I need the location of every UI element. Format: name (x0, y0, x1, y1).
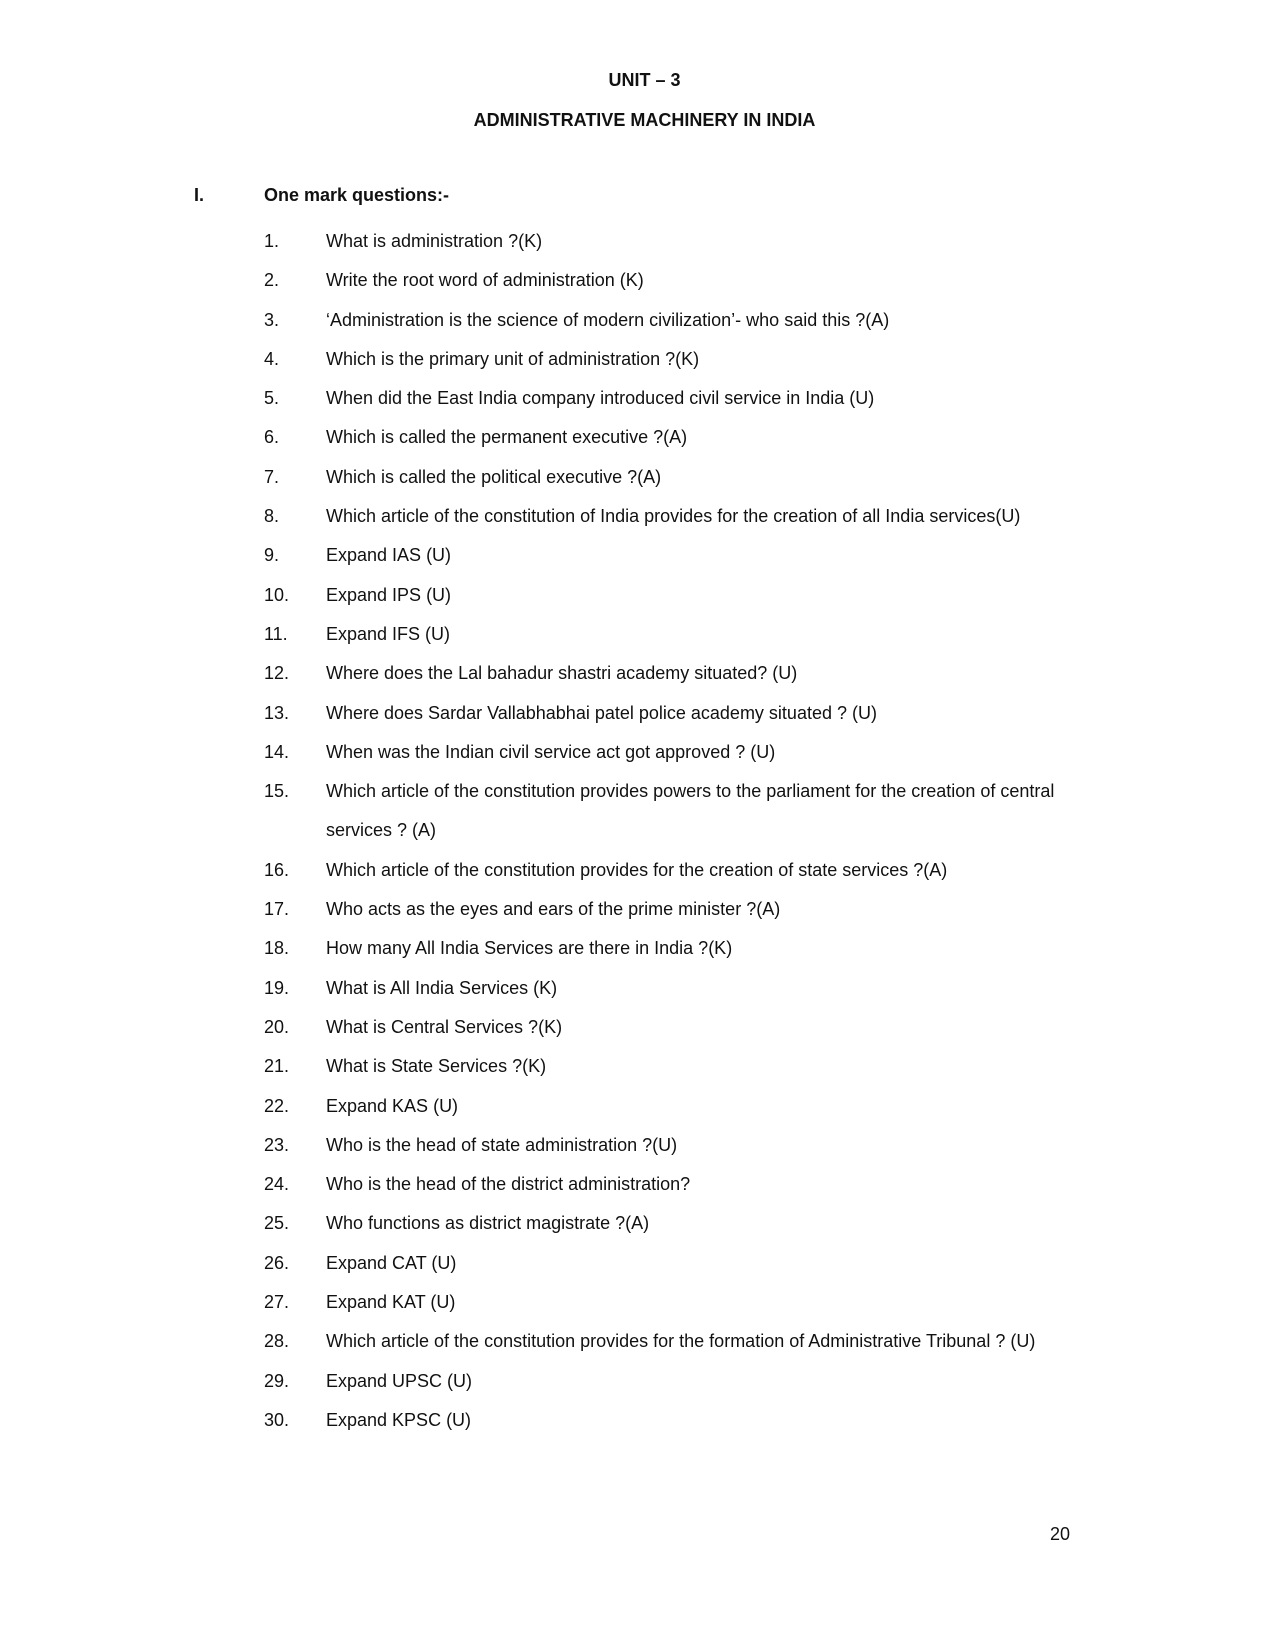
question-number: 4. (264, 348, 280, 369)
question-item (264, 1362, 1074, 1401)
question-number: 3. (264, 309, 280, 330)
question-text: What is State Services ?(K) (326, 1056, 547, 1077)
question-item (264, 929, 1074, 968)
question-item (264, 261, 1074, 300)
unit-title: UNIT – 3 (608, 70, 681, 90)
question-number: 6. (264, 427, 280, 448)
question-text: Which article of the constitution provides powers to the parliament for the creation of central services ? (A) (326, 781, 1055, 841)
question-text: Expand KPSC (U) (326, 1409, 472, 1430)
question-text: Which article of the constitution provides for the creation of state services ?(A) (326, 859, 948, 880)
question-text: Expand KAT (U) (326, 1292, 456, 1313)
question-number: 21. (264, 1056, 290, 1077)
question-text: Expand IPS (U) (326, 584, 452, 605)
question-number: 24. (264, 1174, 290, 1195)
question-number: 2. (264, 270, 280, 291)
question-item (264, 418, 1074, 457)
question-item (264, 379, 1074, 418)
question-item (264, 1401, 1074, 1440)
question-list (264, 222, 1074, 1440)
question-item (264, 1165, 1074, 1204)
question-item (264, 1322, 1074, 1361)
question-text: Expand KAS (U) (326, 1095, 459, 1116)
question-text: What is All India Services (K) (326, 977, 558, 998)
question-number: 7. (264, 466, 280, 487)
question-number: 13. (264, 702, 290, 723)
question-text: Expand IAS (U) (326, 545, 452, 566)
question-number: 23. (264, 1134, 290, 1155)
question-text: Who functions as district magistrate ?(A) (326, 1213, 650, 1234)
question-number: 20. (264, 1016, 290, 1037)
question-item (264, 654, 1074, 693)
question-number: 29. (264, 1370, 290, 1391)
question-item (264, 340, 1074, 379)
question-item (264, 1008, 1074, 1047)
question-item (264, 497, 1074, 536)
question-text: Who is the head of state administration ?(U) (326, 1134, 678, 1155)
question-number: 1. (264, 231, 280, 251)
question-text: Who is the head of the district administration? (326, 1174, 691, 1195)
question-item (264, 1087, 1074, 1126)
question-number: 14. (264, 741, 290, 762)
question-text: What is Central Services ?(K) (326, 1016, 563, 1037)
question-number: 22. (264, 1095, 290, 1116)
question-item (264, 1244, 1074, 1283)
question-number: 30. (264, 1409, 290, 1430)
question-number: 17. (264, 899, 290, 920)
question-text: What is administration ?(K) (326, 231, 543, 251)
page-number: 20 (1050, 1524, 1071, 1544)
question-number: 28. (264, 1331, 290, 1352)
question-number: 16. (264, 859, 290, 880)
question-text: Expand CAT (U) (326, 1252, 457, 1273)
question-text: Where does the Lal bahadur shastri academy situated? (U) (326, 663, 798, 684)
question-number: 5. (264, 388, 280, 409)
question-number: 9. (264, 545, 280, 566)
question-number: 18. (264, 938, 290, 959)
question-item (264, 301, 1074, 340)
question-number: 27. (264, 1292, 290, 1313)
question-text: ‘Administration is the science of modern civilization’- who said this ?(A) (326, 309, 890, 330)
question-number: 8. (264, 506, 280, 527)
question-item (264, 458, 1074, 497)
question-text: When did the East India company introduced civil service in India (U) (326, 388, 875, 409)
question-item (264, 1126, 1074, 1165)
question-item (264, 890, 1074, 929)
question-text: Write the root word of administration (K) (326, 270, 644, 291)
question-number: 15. (264, 781, 290, 802)
question-item (264, 1283, 1074, 1322)
chapter-title: ADMINISTRATIVE MACHINERY IN INDIA (473, 110, 816, 130)
question-number: 10. (264, 584, 290, 605)
question-item (264, 536, 1074, 575)
question-item (264, 222, 1074, 261)
question-item (264, 576, 1074, 615)
question-text: Which is called the permanent executive ?(A) (326, 427, 688, 448)
question-number: 19. (264, 977, 290, 998)
question-item (264, 1047, 1074, 1086)
question-text: Expand IFS (U) (326, 623, 451, 644)
question-item (264, 733, 1074, 772)
question-text: Which is the primary unit of administration ?(K) (326, 348, 700, 369)
question-item (264, 694, 1074, 733)
question-item (264, 1204, 1074, 1243)
question-item (264, 851, 1074, 890)
question-text: Which article of the constitution provides for the formation of Administrative Tribunal ? (U) (326, 1331, 1036, 1352)
question-text: Which article of the constitution of India provides for the creation of all India services(U) (326, 506, 1021, 527)
section-roman-numeral: I. (194, 185, 205, 205)
question-text: How many All India Services are there in India ?(K) (326, 938, 733, 959)
question-number: 12. (264, 663, 290, 684)
section-heading-text: One mark questions:- (264, 185, 450, 205)
question-number: 26. (264, 1252, 290, 1273)
question-item (264, 969, 1074, 1008)
question-item (264, 615, 1074, 654)
question-text: Who acts as the eyes and ears of the prime minister ?(A) (326, 899, 781, 920)
question-text: Where does Sardar Vallabhabhai patel police academy situated ? (U) (326, 702, 877, 723)
question-text: When was the Indian civil service act got approved ? (U) (326, 741, 776, 762)
question-text: Which is called the political executive ?(A) (326, 466, 662, 487)
question-number: 25. (264, 1213, 290, 1234)
question-text: Expand UPSC (U) (326, 1370, 473, 1391)
question-item (264, 772, 1074, 851)
question-number: 11. (264, 623, 288, 644)
